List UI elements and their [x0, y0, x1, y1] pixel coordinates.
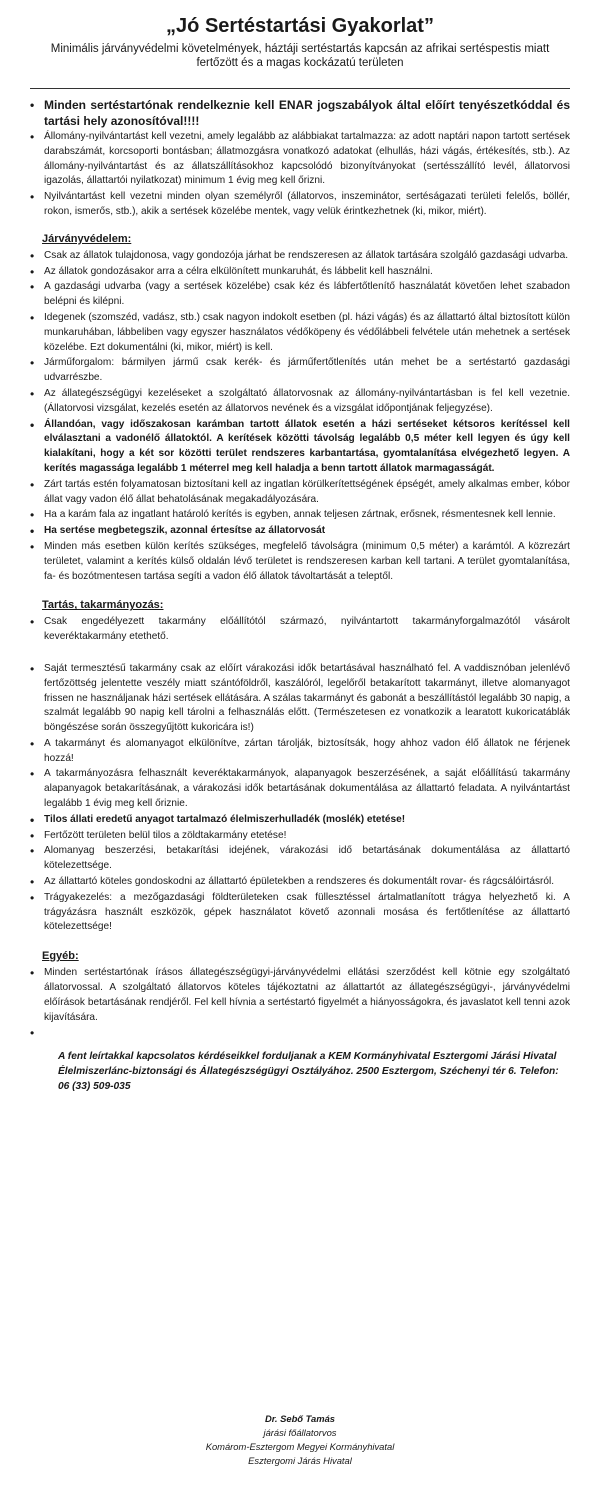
- list-item: • A takarmányt és alomanyagot elkülönítve, zártan tárolják, biztosítsák, hogy ahhoz vadon élő állatok ne férjenek hozzá!: [30, 737, 570, 767]
- list-item: • Alomanyag beszerzési, betakarítási idejének, várakozási idő betartásának dokumentálása az állattartó kötelezettsége.: [30, 844, 570, 874]
- list-item: • Ha a karám fala az ingatlant határoló kerítés is egyben, annak teljesen zártnak, erősnek, résmentesnek kell lennie.: [30, 508, 570, 523]
- list-item: • Minden sertéstartónak írásos állategészségügyi-járványvédelmi ellátási szerződést kell kötnie egy szolgáltató állatorvossal. A szolgáltató állatorvos köteles tájékoztatni az állattartót az állategészségügyi-, járványvédelmi előírások betartásának rendjéről. Fel kell hívnia a sertéstartó figyelmét a hiányosságokra, és javaslatot kell tenni azok kijavítására.: [30, 966, 570, 1025]
- intro-list: [30, 97, 570, 220]
- list-item: • Az állattartó köteles gondoskodni az állattartó épületekben a rendszeres és dokumentált rovar- és rágcsálóirtásról.: [30, 875, 570, 890]
- section-tartas: [30, 598, 570, 935]
- intro-item: • Nyilvántartást kell vezetni minden olyan személyről (állatorvos, inszeminátor, sertéságazati területi felelős, böllér, rokon, ismerős, stb.), akik a sertések közelébe mentek, vagy velük érintkezhetnek (ki, mikor, miért).: [30, 190, 570, 220]
- list-item: • Fertőzött területen belül tilos a zöldtakarmány etetése!: [30, 829, 570, 844]
- signature-role: járási főállatorvos: [263, 1427, 337, 1438]
- section-egyeb: [30, 949, 570, 1041]
- list-item: • Az állategészségügyi kezeléseket a szolgáltató állatorvosnak az állomány-nyilvántartásban is fel kell vezetnie. (Állatorvosi vizsgálat, kezelés esetén az állatorvos nevének és a vizsgálat időpontjának feljegyzése).: [30, 387, 570, 417]
- document-title: „Jó Sertéstartási Gyakorlat”: [166, 15, 434, 37]
- list-item: • Ha sertése megbetegszik, azonnal értesítse az állatorvosát: [30, 524, 570, 539]
- list-item: • Saját termesztésű takarmány csak az előírt várakozási idők betartásával használható fel. A vaddisznóban jelenlévő fertőzöttség jelentette veszély miatt szántóföldről, kaszálóról, legelőről betakarított takarmányt, illetve alomanyagot frissen ne használjanak házi sertések ellátására. A szálas takarmányt és gabonát a beszállítástól legalább 30 napig, a szalmát legalább 90 napig kell tárolni a felhasználás előtt. (Természetesen ez vonatkozik a learatott kukoricatáblák böngészése során összegyűjtött kukoricára is!): [30, 662, 570, 736]
- spacer: [30, 646, 570, 662]
- section-heading: Tartás, takarmányozás:: [42, 599, 164, 612]
- list-item: • Csak engedélyezett takarmány előállítótól származó, nyilvántartott takarmányforgalmazótól vásárolt keveréktakarmány etethető.: [30, 615, 570, 645]
- document-subtitle: Minimális járványvédelmi követelmények, háztáji sertéstartás kapcsán az afrikai sertéspestis miatt fertőzött és a magas kockázatú területen: [50, 43, 550, 69]
- section-jarvanyvedelem: [30, 232, 570, 585]
- list-item: • Zárt tartás estén folyamatosan biztosítani kell az ingatlan körülkerítettségének épségét, amely alkalmas ember, kóbor állat vagy vadon élő állat behatolásának megakadályozására.: [30, 478, 570, 508]
- tartas-list-b: [30, 662, 570, 935]
- list-item: • Járműforgalom: bármilyen jármű csak kerék- és járműfertőtlenítés után mehet be a sertéstartó gazdasági udvarrészbe.: [30, 356, 570, 386]
- list-item: • Az állatok gondozásakor arra a célra elkülönített munkaruhát, és lábbelit kell használni.: [30, 265, 570, 280]
- signature-org: Komárom-Esztergom Megyei Kormányhivatal: [205, 1441, 395, 1452]
- list-item: • Trágyakezelés: a mezőgazdasági földterületeken csak füllesztéssel ártalmatlanított trágya helyezhető ki. A trágyázásra használt eszközök, gépek használatot követő azonnali mosása és fertőtlenítése az állattartó kötelezettsége!: [30, 891, 570, 935]
- tartas-list-a: [30, 615, 570, 645]
- header-divider: [30, 88, 570, 89]
- list-item: • Minden más esetben külön kerítés szükséges, megfelelő távolságra (minimum 0,5 méter) a karámtól. A közrezárt területet, valamint a kerítés külső oldalán lévő területet is rendszeresen karban kell tartani. A terület gyomtalanítása, fa- és bozótmentesen tartása segíti a vadon élő állatok távoltartását a teleptől.: [30, 540, 570, 584]
- list-item: • A takarmányozásra felhasznált keveréktakarmányok, alapanyagok beszerzésének, a saját előállítású takarmány alapanyagok betakarításának, a várakozási idők betartásának dokumentálása az állattartó feladata. A nyilvántartást legalább 1 évig meg kell őriznie.: [30, 767, 570, 811]
- intro-item: • Minden sertéstartónak rendelkeznie kell ENAR jogszabályok által előírt tenyészetkóddal és tartási hely azonosítóval!!!!: [30, 97, 570, 129]
- list-item: • Tilos állati eredetű anyagot tartalmazó élelmiszerhulladék (moslék) etetése!: [30, 813, 570, 828]
- list-item: [30, 1026, 570, 1041]
- list-item: • Állandóan, vagy időszakosan karámban tartott állatok esetén a házi sertéseket kétsoros kerítéssel kell elválasztani a vadonélő állatoktól. A kerítések közötti távolság legalább 0,5 méter kell legyen és úgy kell kialakítani, hogy a két sor közötti terület rendszeres karbantartása, gyomtalanítása elvégezhető legyen. A kerítés magassága legalább 1 méterrel meg kell haladja a benn tartott állatok marmagasságát.: [30, 418, 570, 477]
- contact-info: A fent leírtakkal kapcsolatos kérdéseikkel forduljanak a KEM Kormányhivatal Esztergomi Járási Hivatal Élelmiszerlánc-biztonsági és Állategészségügyi Osztályához. 2500 Esztergom, Széchenyi tér 6. Telefon: 06 (33) 509-035: [58, 1051, 559, 1093]
- list-item: • A gazdasági udvarba (vagy a sertések közelébe) csak kéz és lábfertőtlenítő használatát követően lehet szabadon belépni és kilépni.: [30, 280, 570, 310]
- signature-name: Dr. Sebő Tamás: [265, 1413, 335, 1424]
- egyeb-list: [30, 966, 570, 1041]
- section-heading: Járványvédelem:: [42, 232, 132, 245]
- jarvanyvedelem-list: [30, 249, 570, 585]
- intro-item: • Állomány-nyilvántartást kell vezetni, amely legalább az alábbiakat tartalmazza: az adott naptári napon tartott sertések darabszámát, korcsoporti bontásban; állatmozgásra vonatkozó adatokat (elhullás, házi vágás, értékesítés, stb.). Az állomány-nyilvántartást és az állatszállításokhoz kapcsolódó bizonyítványokat (sertésszállító levél, állatorvosi igazolás, állattartói nyilatkozat) minimum 1 évig meg kell őrizni.: [30, 130, 570, 189]
- list-item: • Idegenek (szomszéd, vadász, stb.) csak nagyon indokolt esetben (pl. házi vágás) és az állattartó által biztosított külön munkaruhában, lábbeliben vagy egyszer használatos védőköpeny és védőlábbeli felvétele után mehetnek a sertések közelébe. Ezt dokumentálni (ki, mikor, miért) is kell.: [30, 311, 570, 355]
- signature-office: Esztergomi Járás Hivatal: [248, 1455, 352, 1466]
- section-heading: Egyéb:: [42, 950, 79, 963]
- list-item: • Csak az állatok tulajdonosa, vagy gondozója járhat be rendszeresen az állatok tartására szolgáló gazdasági udvarba.: [30, 249, 570, 264]
- signature-block: [0, 1412, 600, 1468]
